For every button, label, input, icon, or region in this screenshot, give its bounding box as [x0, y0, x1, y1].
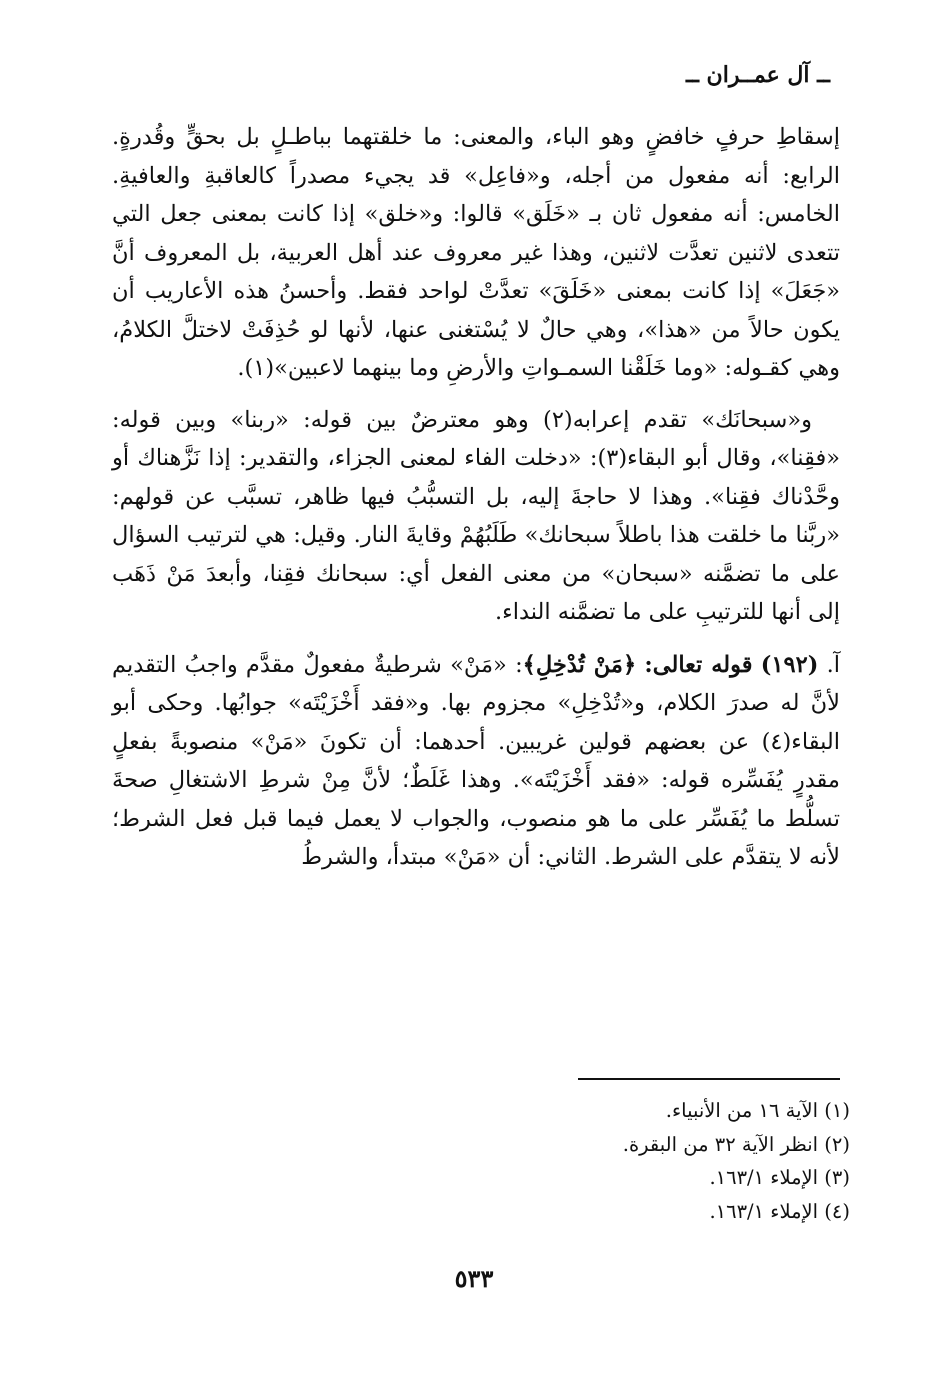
verse-paragraph: [112, 646, 840, 877]
footnote-1: (١) الآية ١٦ من الأنبياء.: [665, 1099, 850, 1122]
verse-marker: آ.: [826, 651, 840, 678]
verse-intro: قوله تعالى:: [644, 651, 753, 678]
footnote-divider: [578, 1078, 840, 1080]
footnote-4: (٤) الإملاء ١٦٣/١.: [709, 1199, 850, 1223]
verse-commentary: : «مَنْ» شرطيةٌ مفعولٌ مقدَّم واجبُ التقديم لأنَّ له صدرَ الكلام، و«تُدْخِلِ» مجزوم بها. و«فقد أَخْزَيْتَه» جوابُها. وحكى أبو البقاء(٤) عن بعضهم قولين غريبين. أحدهما: أن تكونَ «مَنْ» منصوبةً بفعلٍ مقدرٍ يُفَسِّره قوله: «فقد أَخْزَيْتَه». وهذا غَلَطٌ؛ لأنَّ مِنْ شرطِ الاشتغالِ صحةَ تسلُّط ما يُفَسِّر على ما هو منصوب، والجواب لا يعمل فيما قبل فعل الشرط؛ لأنه لا يتقدَّم على الشرط. الثاني: أن «مَنْ» مبتدأ، والشرطُ: [112, 651, 840, 870]
verse-number: (١٩٢): [760, 651, 819, 678]
paragraph-2: و«سبحانَك» تقدم إعرابه(٢) وهو معترضٌ بين قوله: «ربنا» وبين قوله: «فقِنا»، وقال أبو البقاء(٣): «دخلت الفاء لمعنى الجزاء، والتقدير: إذا نَزَّهناك أو وحَّدْناك فقِنا». وهذا لا حاجةَ إليه، بل التسبُّبُ فيها ظاهر، تسبَّب عن قولهم: «ربَّنا ما خلقت هذا باطلاً سبحانك» طَلَبُهُمْ وقايةَ النار. وقيل: هي لترتيب السؤال على ما تضمَّنه «سبحان» من معنى الفعل أي: سبحانك فقِنا، وأبعدَ مَنْ ذَهَب إلى أنها للترتيبِ على ما تضمَّنه النداء.: [112, 406, 840, 625]
paragraph-1: إسقاطِ حرفٍ خافضٍ وهو الباء، والمعنى: ما خلقتهما بباطـلٍ بل بحقٍّ وقُدرةٍ. الرابع: أنه مفعول من أجله، و«فاعِل» قد يجيء مصدراً كالعاقبةِ والعافيةِ. الخامس: أنه مفعول ثان بـ «خَلَق» قالوا: و«خلق» إذا كانت بمعنى جعل التي تتعدى لاثنين تعدَّت لاثنين، وهذا غير معروف عند أهل العربية، بل المعروف أنَّ «جَعَلَ» إذا كانت بمعنى «خَلَقَ» تعدَّتْ لواحد فقط. وأحسنُ هذه الأعاريب أن يكون حالاً من «هذا»، وهي حالٌ لا يُسْتغنى عنها، لأنها لو حُذِفَتْ لاختلَّ الكلامُ، وهي كقـوله: «وما خَلَقْنا السمـواتِ والأرضِ وما بينهما لاعبين»(١).: [112, 124, 840, 381]
page-number: ٥٣٣: [454, 1264, 494, 1293]
main-text: [112, 118, 840, 890]
footnote-3: (٣) الإملاء ١٦٣/١.: [709, 1166, 850, 1189]
footnotes: [623, 1094, 850, 1228]
verse-quote: ﴿مَنْ تُدْخِلِ﴾: [522, 651, 637, 678]
running-header: ــ آل عمــران ــ: [686, 62, 830, 88]
footnote-2: (٢) انظر الآية ٣٢ من البقرة.: [622, 1132, 850, 1156]
